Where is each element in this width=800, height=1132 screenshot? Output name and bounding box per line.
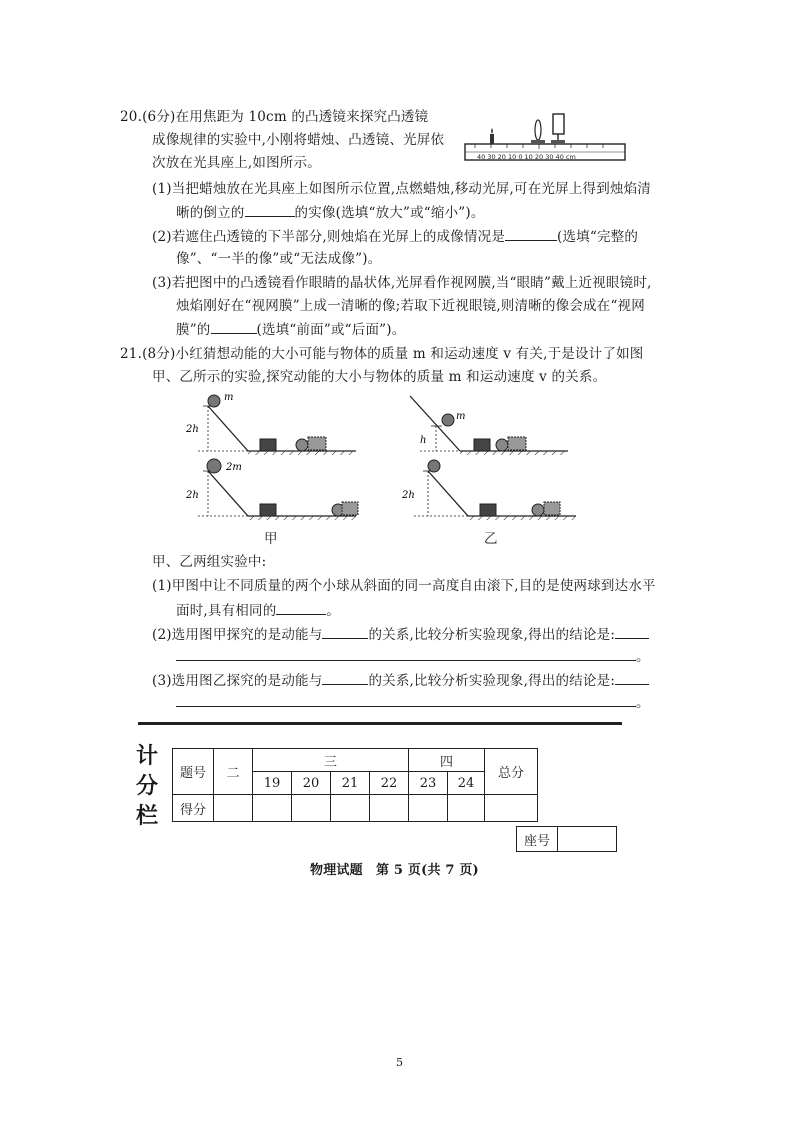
side-label-ji: 计 [135, 744, 158, 769]
q21-part3-pre: (3)选用图乙探究的是动能与 [152, 673, 323, 689]
page-number: 5 [396, 1056, 404, 1069]
answer-blank-4[interactable] [276, 601, 326, 615]
answer-line-3[interactable] [176, 706, 636, 707]
q21-part2-line1 [152, 625, 649, 644]
q20-part3-post: (选填“前面”或“后面”)。 [256, 322, 406, 338]
header-tihao: 题号 [173, 749, 214, 795]
header-si: 四 [409, 749, 485, 772]
figure-label-yi: 乙 [484, 531, 498, 547]
q21-part3-line1 [152, 671, 649, 690]
header-san: 三 [253, 749, 409, 772]
score-cell-19[interactable] [253, 795, 292, 822]
answer-blank-7[interactable] [322, 671, 368, 685]
optical-bench-figure [463, 108, 628, 168]
score-cell-21[interactable] [331, 795, 370, 822]
bench-scale-label: 40 30 20 10 0 10 20 30 40 cm [477, 153, 576, 161]
q20-part1-line1: (1)当把蜡烛放在光具座上如图所示位置,点燃蜡烛,移动光屏,可在光屏上得到烛焰清 [152, 181, 651, 197]
q20-part2-line1 [152, 227, 638, 246]
q20-part2-line2: 像”、“一半的像”或“无法成像”)。 [176, 251, 382, 267]
label-2m: 2m [226, 462, 242, 473]
label-m-yi: m [456, 411, 466, 422]
page-footer: 物理试题 第 5 页(共 7 页) [310, 863, 479, 878]
q21-line2: 甲、乙所示的实验,探究动能的大小与物体的质量 m 和运动速度 v 的关系。 [152, 369, 607, 385]
q20-part3-line3 [176, 320, 405, 339]
answer-blank-5[interactable] [322, 625, 368, 639]
section-divider [138, 722, 622, 725]
figure-yi [398, 388, 598, 538]
answer-line-2[interactable] [176, 660, 636, 661]
label-2h: 2h [186, 424, 199, 435]
label-m: m [224, 392, 234, 403]
q21-part3-end: 。 [636, 695, 650, 711]
q21-part1-line2 [176, 601, 340, 620]
answer-blank-6[interactable] [615, 625, 649, 639]
score-cell-24[interactable] [448, 795, 485, 822]
col-20: 20 [292, 772, 331, 795]
q21-part1-pre: 面时,具有相同的 [176, 603, 277, 619]
score-cell-23[interactable] [409, 795, 448, 822]
score-cell-er[interactable] [214, 795, 253, 822]
score-cell-total[interactable] [485, 795, 538, 822]
seat-input[interactable] [558, 827, 617, 852]
q20-line1: 20.(6分)在用焦距为 10cm 的凸透镜来探究凸透镜 [120, 109, 429, 125]
answer-blank-2[interactable] [505, 227, 557, 241]
score-cell-22[interactable] [370, 795, 409, 822]
q20-line3: 次放在光具座上,如图所示。 [152, 155, 321, 171]
col-23: 23 [409, 772, 448, 795]
q21-part2-pre: (2)选用图甲探究的是动能与 [152, 627, 323, 643]
col-21: 21 [331, 772, 370, 795]
q21-part3-post: 的关系,比较分析实验现象,得出的结论是: [368, 673, 616, 689]
answer-blank-8[interactable] [615, 671, 649, 685]
answer-blank-3[interactable] [211, 320, 257, 334]
row-defen: 得分 [173, 795, 214, 822]
q21-part2-end: 。 [636, 649, 650, 665]
col-19: 19 [253, 772, 292, 795]
q20-part3-line2: 烛焰刚好在“视网膜”上成一清晰的像;若取下近视眼镜,则清晰的像会成在“视网 [176, 298, 645, 314]
q21-part1-line1: (1)甲图中让不同质量的两个小球从斜面的同一高度自由滚下,目的是使两球到达水平 [152, 578, 656, 594]
q21-part2-post: 的关系,比较分析实验现象,得出的结论是: [368, 627, 616, 643]
seat-label: 座号 [517, 827, 558, 852]
header-total: 总分 [485, 749, 538, 795]
side-label-lan: 栏 [135, 804, 158, 829]
score-table [172, 748, 538, 822]
figure-label-jia: 甲 [264, 531, 278, 547]
q20-part1-post: 的实像(选填“放大”或“缩小”)。 [294, 205, 485, 221]
q20-part3-line1: (3)若把图中的凸透镜看作眼睛的晶状体,光屏看作视网膜,当“眼睛”戴上近视眼镜时, [152, 275, 652, 291]
answer-blank-1[interactable] [245, 203, 295, 217]
q21-line1: 21.(8分)小红猜想动能的大小可能与物体的质量 m 和运动速度 v 有关,于是设计了如图 [120, 346, 644, 362]
label-2h-yi: 2h [402, 490, 415, 501]
q20-part1-line2 [176, 203, 485, 222]
seat-box [516, 826, 617, 852]
q21-intro: 甲、乙两组实验中: [152, 554, 267, 570]
label-2h-lower: 2h [186, 490, 199, 501]
q20-part2-post: (选填“完整的 [557, 229, 639, 245]
q20-part2-pre: (2)若遮住凸透镜的下半部分,则烛焰在光屏上的成像情况是 [152, 229, 506, 245]
q20-part3-pre: 膜”的 [176, 322, 211, 338]
header-er: 二 [214, 749, 253, 795]
figure-jia [178, 388, 378, 538]
q21-part1-post: 。 [326, 603, 341, 619]
side-label-fen: 分 [135, 774, 158, 799]
label-h: h [420, 435, 427, 446]
col-24: 24 [448, 772, 485, 795]
col-22: 22 [370, 772, 409, 795]
q20-line2: 成像规律的实验中,小刚将蜡烛、凸透镜、光屏依 [152, 132, 445, 148]
q20-part1-pre: 晰的倒立的 [176, 205, 245, 221]
score-cell-20[interactable] [292, 795, 331, 822]
